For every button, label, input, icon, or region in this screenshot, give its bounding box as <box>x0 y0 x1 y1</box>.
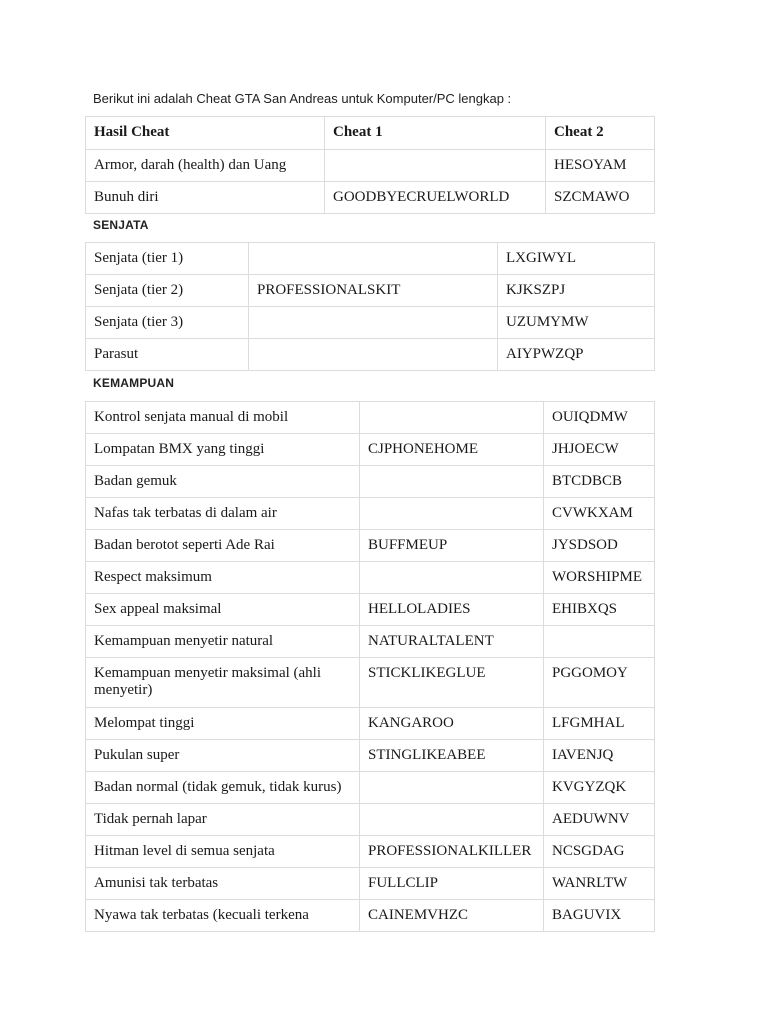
cell-effect: Pukulan super <box>86 740 360 772</box>
cell-cheat-1 <box>249 243 498 275</box>
section-heading-senjata: SENJATA <box>93 218 149 232</box>
table-row <box>86 182 655 214</box>
cell-effect: Nafas tak terbatas di dalam air <box>86 498 360 530</box>
cell-effect: Badan berotot seperti Ade Rai <box>86 530 360 562</box>
table-row <box>86 150 655 182</box>
cell-effect: Sex appeal maksimal <box>86 594 360 626</box>
cell-effect: Kemampuan menyetir maksimal (ahli menyetir) <box>86 658 360 708</box>
table-row <box>86 339 655 371</box>
cell-cheat-1: NATURALTALENT <box>360 626 544 658</box>
cell-effect: Armor, darah (health) dan Uang <box>86 150 325 182</box>
table-row <box>86 594 655 626</box>
cell-effect: Badan normal (tidak gemuk, tidak kurus) <box>86 772 360 804</box>
cell-cheat-1 <box>360 498 544 530</box>
cell-effect: Melompat tinggi <box>86 708 360 740</box>
cell-cheat-2 <box>544 626 655 658</box>
cell-cheat-2: BTCDBCB <box>544 466 655 498</box>
table-row <box>86 530 655 562</box>
table-row <box>86 836 655 868</box>
main-cheat-table <box>85 116 655 214</box>
table-row <box>86 900 655 932</box>
senjata-table <box>85 242 655 371</box>
cell-cheat-2: UZUMYMW <box>498 307 655 339</box>
cell-cheat-1: CAINEMVHZC <box>360 900 544 932</box>
section-heading-kemampuan: KEMAMPUAN <box>93 376 175 390</box>
cell-effect: Senjata (tier 2) <box>86 275 249 307</box>
cell-effect: Kontrol senjata manual di mobil <box>86 402 360 434</box>
cell-effect: Senjata (tier 3) <box>86 307 249 339</box>
cell-cheat-2: AIYPWZQP <box>498 339 655 371</box>
cell-cheat-1: PROFESSIONALKILLER <box>360 836 544 868</box>
cell-effect: Tidak pernah lapar <box>86 804 360 836</box>
cell-cheat-1: GOODBYECRUELWORLD <box>325 182 546 214</box>
cell-effect: Bunuh diri <box>86 182 325 214</box>
table-row <box>86 402 655 434</box>
cell-effect: Respect maksimum <box>86 562 360 594</box>
cell-cheat-1 <box>325 150 546 182</box>
cell-cheat-1 <box>360 402 544 434</box>
cell-cheat-2: JYSDSOD <box>544 530 655 562</box>
cell-cheat-1: PROFESSIONALSKIT <box>249 275 498 307</box>
table-row <box>86 243 655 275</box>
table-row <box>86 498 655 530</box>
table-row <box>86 658 655 708</box>
cell-effect: Lompatan BMX yang tinggi <box>86 434 360 466</box>
cell-cheat-1 <box>360 772 544 804</box>
table-row <box>86 740 655 772</box>
cell-cheat-2: OUIQDMW <box>544 402 655 434</box>
cell-cheat-1: STICKLIKEGLUE <box>360 658 544 708</box>
cell-cheat-2: KJKSZPJ <box>498 275 655 307</box>
cell-cheat-1 <box>360 466 544 498</box>
table-row <box>86 804 655 836</box>
cell-effect: Nyawa tak terbatas (kecuali terkena <box>86 900 360 932</box>
cell-cheat-1 <box>249 307 498 339</box>
cell-cheat-1: FULLCLIP <box>360 868 544 900</box>
cell-cheat-1 <box>360 562 544 594</box>
cell-cheat-2: WANRLTW <box>544 868 655 900</box>
kemampuan-table <box>85 401 655 932</box>
table-row <box>86 562 655 594</box>
header-cheat-1: Cheat 1 <box>325 117 546 150</box>
cell-cheat-2: JHJOECW <box>544 434 655 466</box>
cell-effect: Kemampuan menyetir natural <box>86 626 360 658</box>
cell-cheat-1: CJPHONEHOME <box>360 434 544 466</box>
cell-cheat-2: LFGMHAL <box>544 708 655 740</box>
table-row <box>86 307 655 339</box>
cell-cheat-2: LXGIWYL <box>498 243 655 275</box>
table-row <box>86 626 655 658</box>
cell-cheat-2: WORSHIPME <box>544 562 655 594</box>
cell-cheat-2: CVWKXAM <box>544 498 655 530</box>
cell-cheat-1: KANGAROO <box>360 708 544 740</box>
table-row <box>86 772 655 804</box>
header-cheat-2: Cheat 2 <box>546 117 655 150</box>
cell-effect: Hitman level di semua senjata <box>86 836 360 868</box>
cell-cheat-1 <box>360 804 544 836</box>
cell-cheat-2: AEDUWNV <box>544 804 655 836</box>
cell-cheat-2: NCSGDAG <box>544 836 655 868</box>
cell-cheat-2: BAGUVIX <box>544 900 655 932</box>
cell-effect: Parasut <box>86 339 249 371</box>
cell-cheat-1: STINGLIKEABEE <box>360 740 544 772</box>
cell-effect: Amunisi tak terbatas <box>86 868 360 900</box>
table-row <box>86 466 655 498</box>
cell-cheat-2: PGGOMOY <box>544 658 655 708</box>
table-row <box>86 708 655 740</box>
header-hasil-cheat: Hasil Cheat <box>86 117 325 150</box>
table-row <box>86 868 655 900</box>
intro-text: Berikut ini adalah Cheat GTA San Andreas untuk Komputer/PC lengkap : <box>93 91 512 106</box>
table-row <box>86 434 655 466</box>
cell-cheat-2: SZCMAWO <box>546 182 655 214</box>
cell-cheat-1 <box>249 339 498 371</box>
cell-cheat-2: IAVENJQ <box>544 740 655 772</box>
cell-cheat-2: KVGYZQK <box>544 772 655 804</box>
cell-effect: Senjata (tier 1) <box>86 243 249 275</box>
cell-effect: Badan gemuk <box>86 466 360 498</box>
cell-cheat-1: BUFFMEUP <box>360 530 544 562</box>
cell-cheat-2: EHIBXQS <box>544 594 655 626</box>
cell-cheat-1: HELLOLADIES <box>360 594 544 626</box>
table-header-row <box>86 117 655 150</box>
table-row <box>86 275 655 307</box>
cell-cheat-2: HESOYAM <box>546 150 655 182</box>
